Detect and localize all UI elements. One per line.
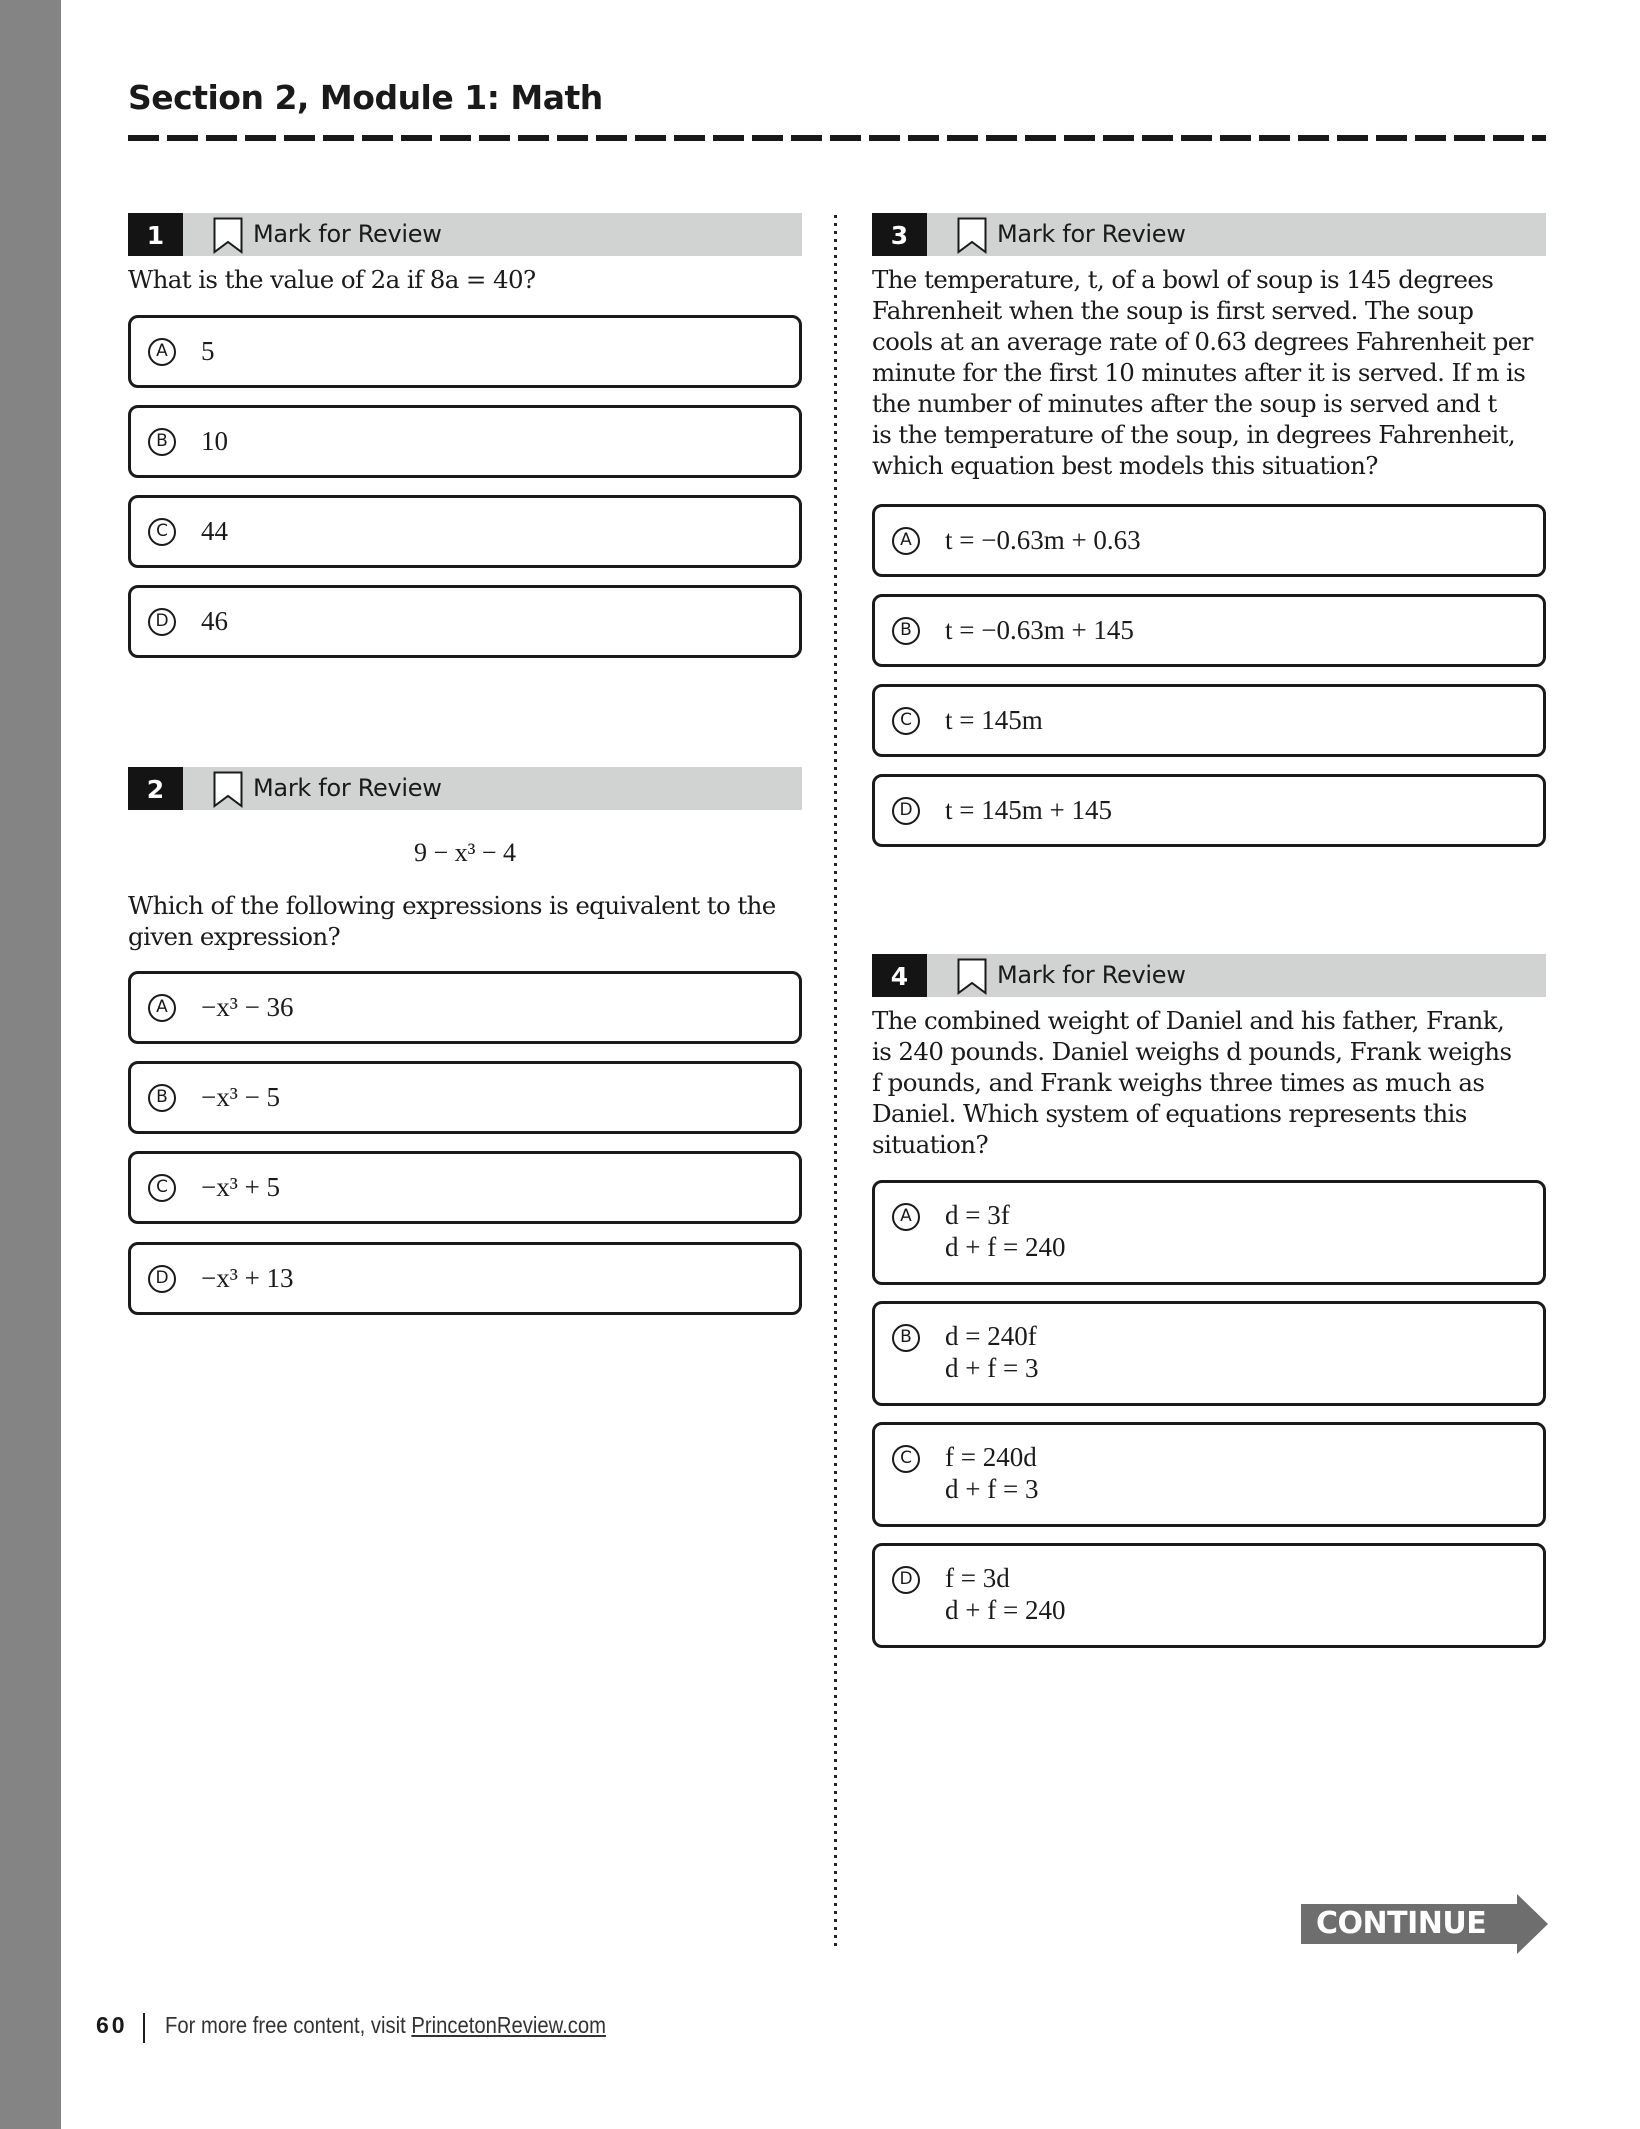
- answer-option-b[interactable]: [872, 594, 1546, 667]
- answer-option-a[interactable]: [128, 315, 802, 388]
- question-1-header: [128, 213, 802, 256]
- question-2-header: [128, 767, 802, 810]
- answer-option-d[interactable]: [872, 774, 1546, 847]
- option-text: −x³ − 5: [201, 1082, 281, 1112]
- option-line-1: f = 3d: [945, 1563, 1010, 1593]
- question-line: cools at an average rate of 0.63 degrees Fahrenheit per: [872, 327, 1533, 356]
- answer-option-b[interactable]: [128, 405, 802, 478]
- option-text: 5: [201, 336, 215, 366]
- answer-option-b[interactable]: [872, 1301, 1546, 1406]
- option-line-2: d + f = 3: [945, 1353, 1039, 1383]
- question-number: 3: [872, 213, 927, 256]
- question-line: The combined weight of Daniel and his father, Frank,: [872, 1006, 1505, 1035]
- option-letter-b: B: [892, 617, 920, 645]
- question-line: f pounds, and Frank weighs three times as much as: [872, 1068, 1485, 1097]
- answer-option-d[interactable]: [128, 585, 802, 658]
- option-letter-d: D: [148, 608, 176, 636]
- bookmark-icon[interactable]: [957, 217, 987, 254]
- question-line: the number of minutes after the soup is served and t: [872, 389, 1497, 418]
- option-letter-a: A: [892, 527, 920, 555]
- option-letter-b: B: [892, 1324, 920, 1352]
- answer-option-a[interactable]: [872, 1180, 1546, 1285]
- question-line: is the temperature of the soup, in degrees Fahrenheit,: [872, 420, 1516, 449]
- answer-option-a[interactable]: [872, 504, 1546, 577]
- question-line: is 240 pounds. Daniel weighs d pounds, Frank weighs: [872, 1037, 1512, 1066]
- mark-for-review-button[interactable]: Mark for Review: [253, 774, 442, 802]
- option-line-2: d + f = 240: [945, 1595, 1066, 1625]
- option-text: 10: [201, 426, 228, 456]
- option-letter-d: D: [892, 1566, 920, 1594]
- option-letter-d: D: [892, 797, 920, 825]
- column-divider: [834, 215, 837, 1950]
- question-line: Daniel. Which system of equations represents this: [872, 1099, 1467, 1128]
- mark-for-review-button[interactable]: Mark for Review: [253, 220, 442, 248]
- option-letter-c: C: [148, 1174, 176, 1202]
- answer-option-c[interactable]: [872, 684, 1546, 757]
- question-number: 4: [872, 954, 927, 997]
- mark-for-review-button[interactable]: Mark for Review: [997, 220, 1186, 248]
- footer-prefix: For more free content, visit: [165, 2012, 412, 2038]
- option-line-1: d = 3f: [945, 1200, 1010, 1230]
- bookmark-icon[interactable]: [213, 217, 243, 254]
- option-line-1: f = 240d: [945, 1442, 1037, 1472]
- option-letter-a: A: [892, 1203, 920, 1231]
- footer-text: [165, 2012, 606, 2039]
- question-line: minute for the first 10 minutes after it is served. If m is: [872, 358, 1526, 387]
- question-line: situation?: [872, 1130, 988, 1159]
- answer-option-c[interactable]: [872, 1422, 1546, 1527]
- option-letter-d: D: [148, 1265, 176, 1293]
- question-line: Fahrenheit when the soup is first served. The soup: [872, 296, 1474, 325]
- answer-option-d[interactable]: [128, 1242, 802, 1315]
- answer-option-a[interactable]: [128, 971, 802, 1044]
- option-text: t = −0.63m + 0.63: [945, 525, 1141, 555]
- question-line: The temperature, t, of a bowl of soup is 145 degrees: [872, 265, 1494, 294]
- princeton-review-link[interactable]: PrincetonReview.com: [411, 2012, 606, 2038]
- given-expression: 9 − x³ − 4: [413, 838, 517, 867]
- question-3-text: [872, 264, 1552, 481]
- question-number: 1: [128, 213, 183, 256]
- option-line-2: d + f = 240: [945, 1232, 1066, 1262]
- option-letter-a: A: [148, 994, 176, 1022]
- option-text: 44: [201, 516, 228, 546]
- option-letter-a: A: [148, 338, 176, 366]
- option-text: −x³ + 13: [201, 1263, 294, 1293]
- question-number: 2: [128, 767, 183, 810]
- question-3-header: [872, 213, 1546, 256]
- title-dashed-rule: [128, 135, 1546, 141]
- question-line: which equation best models this situation?: [872, 451, 1378, 480]
- answer-option-d[interactable]: [872, 1543, 1546, 1648]
- question-4-text: [872, 1005, 1552, 1160]
- answer-option-c[interactable]: [128, 495, 802, 568]
- page-number: 60: [96, 2012, 128, 2038]
- option-text: 46: [201, 606, 228, 636]
- option-line-1: d = 240f: [945, 1321, 1037, 1351]
- option-letter-b: B: [148, 428, 176, 456]
- option-text: t = −0.63m + 145: [945, 615, 1134, 645]
- footer-divider: [143, 2013, 145, 2043]
- option-text: t = 145m + 145: [945, 795, 1112, 825]
- option-text: t = 145m: [945, 705, 1043, 735]
- option-text: −x³ − 36: [201, 992, 294, 1022]
- option-letter-c: C: [892, 707, 920, 735]
- question-2-text: Which of the following expressions is equivalent to the given expression?: [128, 891, 776, 951]
- bookmark-icon[interactable]: [957, 958, 987, 995]
- continue-button[interactable]: [1300, 1893, 1550, 1955]
- option-text: −x³ + 5: [201, 1172, 281, 1202]
- answer-option-c[interactable]: [128, 1151, 802, 1224]
- bookmark-icon[interactable]: [213, 771, 243, 808]
- mark-for-review-button[interactable]: Mark for Review: [997, 961, 1186, 989]
- option-letter-c: C: [892, 1445, 920, 1473]
- page-edge-bar: [0, 0, 61, 2129]
- question-1-text: What is the value of 2a if 8a = 40?: [128, 265, 536, 294]
- page-title: Section 2, Module 1: Math: [128, 78, 603, 117]
- option-letter-c: C: [148, 518, 176, 546]
- option-line-2: d + f = 3: [945, 1474, 1039, 1504]
- continue-label: CONTINUE: [1316, 1906, 1487, 1941]
- answer-option-b[interactable]: [128, 1061, 802, 1134]
- option-letter-b: B: [148, 1084, 176, 1112]
- question-4-header: [872, 954, 1546, 997]
